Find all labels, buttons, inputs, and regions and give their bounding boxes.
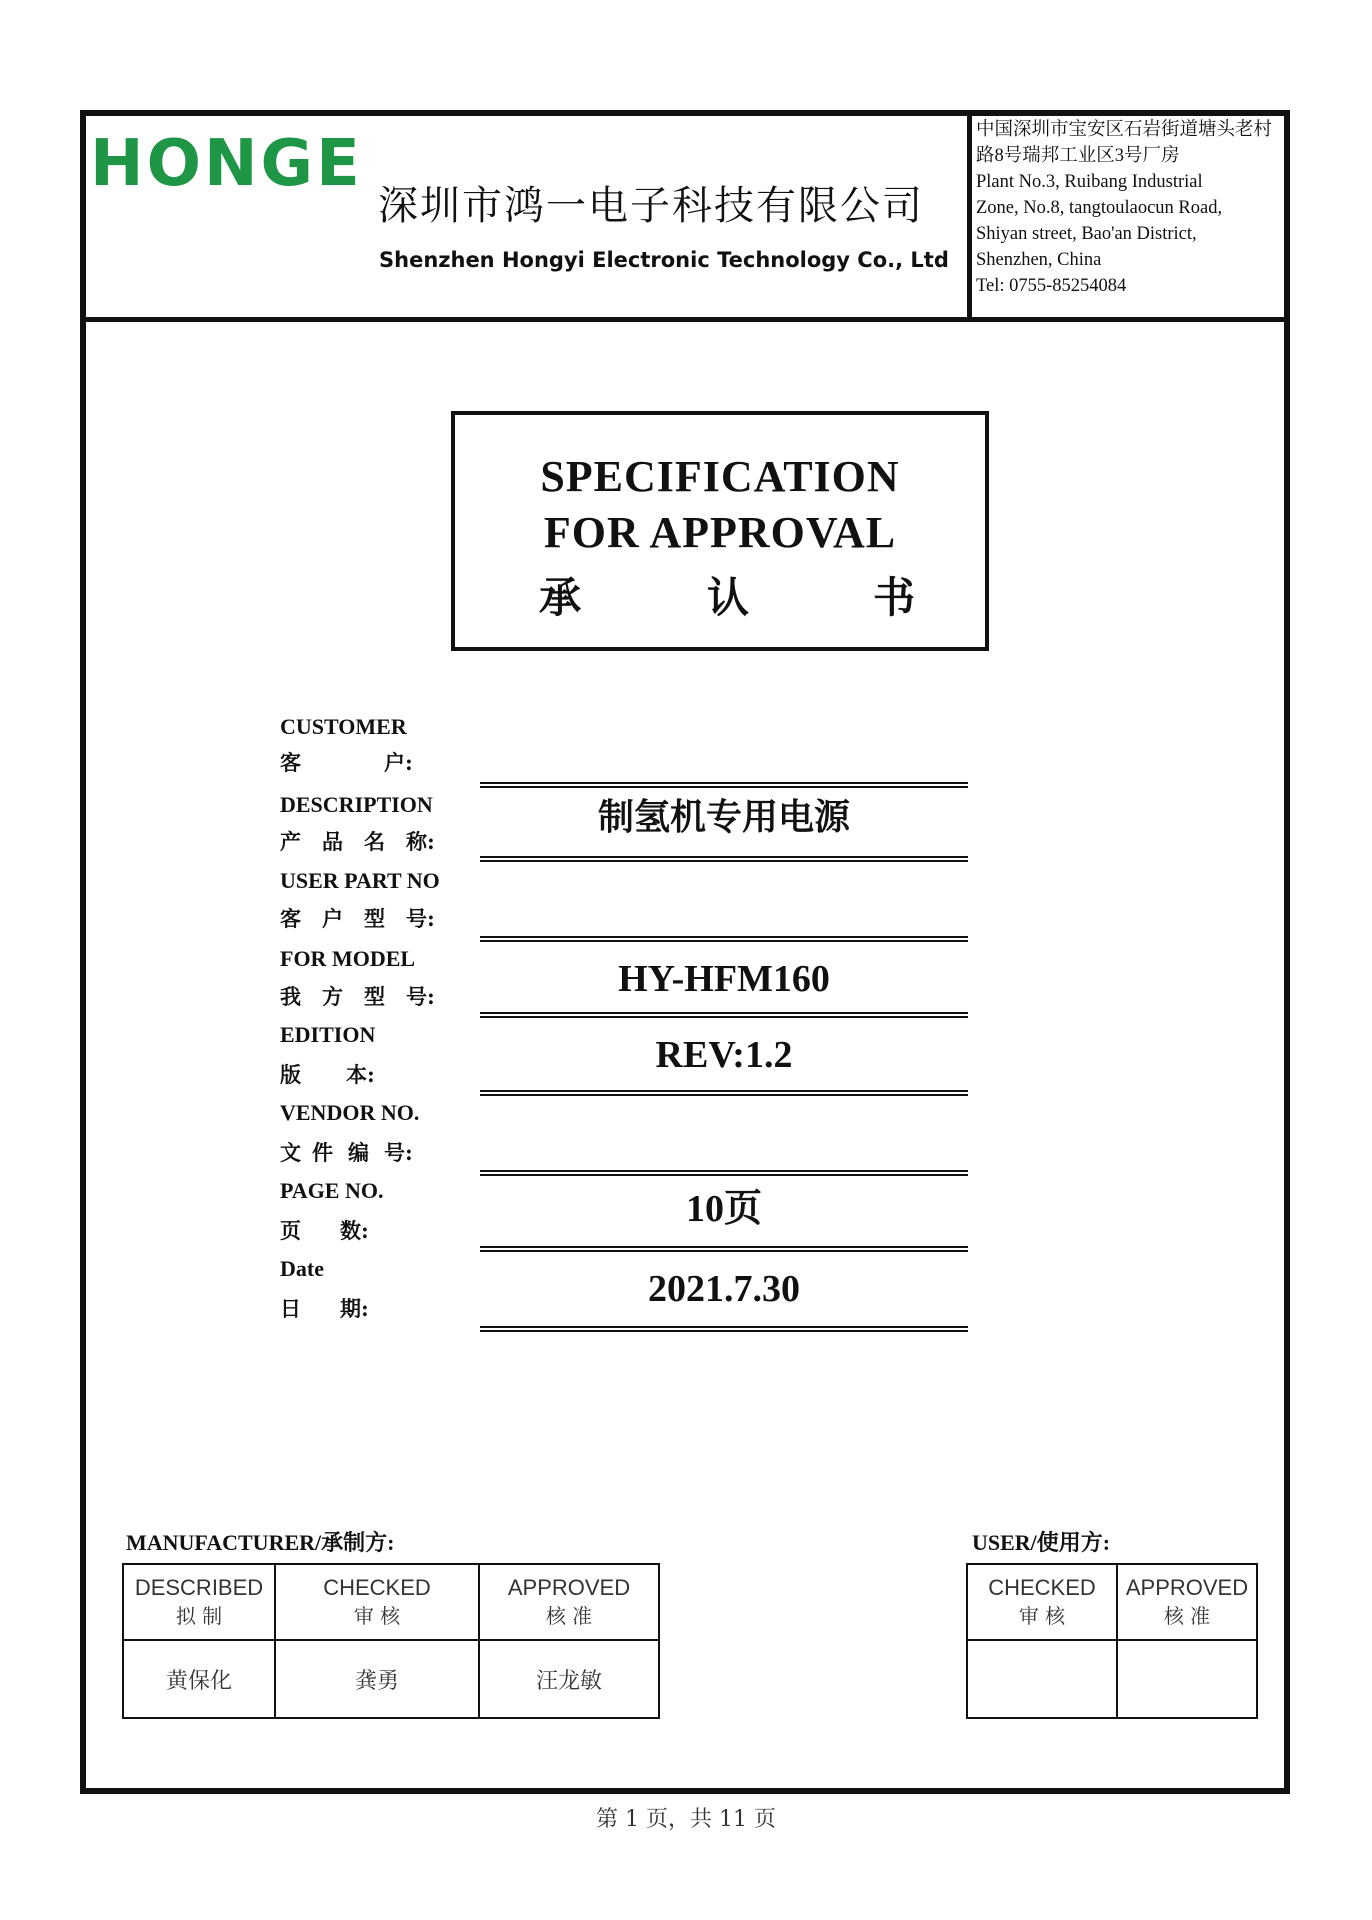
signatory-name: 黄保化: [165, 1668, 232, 1694]
field-label-cn: 页: [280, 1218, 301, 1243]
address-line: Plant No.3, Ruibang Industrial: [976, 172, 1203, 192]
field-line: [480, 936, 968, 942]
title-for-approval: FOR APPROVAL: [543, 508, 897, 557]
address-line: 中国深圳市宝安区石岩街道塘头老村: [976, 120, 1273, 140]
address-line: Shiyan street, Bao'an District,: [976, 224, 1197, 244]
address-divider: [967, 116, 972, 317]
letterhead: [86, 116, 1284, 322]
sig-header-en: APPROVED: [507, 1575, 631, 1600]
field-line: [480, 856, 968, 862]
sig-cell: [275, 1640, 479, 1718]
field-label-en: DESCRIPTION: [280, 792, 433, 817]
sig-cell: [967, 1640, 1117, 1718]
field-label-en: VENDOR NO.: [280, 1100, 420, 1125]
field-label-en: CUSTOMER: [280, 714, 407, 739]
field-label-en: USER PART NO: [280, 868, 440, 893]
sig-header-cell: [479, 1564, 659, 1640]
sig-cell: [123, 1640, 275, 1718]
field-label-cn: 我: [280, 984, 301, 1009]
user-title: USER/使用方:: [972, 1530, 1111, 1555]
field-value-date: 2021.7.30: [648, 1268, 800, 1310]
field-label-en: Date: [280, 1256, 324, 1281]
sig-header-cell: [123, 1564, 275, 1640]
field-label-cn: 称:: [406, 829, 435, 854]
sig-header-en: CHECKED: [323, 1575, 431, 1600]
field-line: [480, 1326, 968, 1332]
field-label-cn: 文: [280, 1140, 301, 1165]
field-label-cn: 期:: [340, 1296, 369, 1321]
title-box: [451, 411, 989, 651]
sig-header-cell: [967, 1564, 1117, 1640]
address-line: Zone, No.8, tangtoulaocun Road,: [976, 198, 1223, 218]
field-label-cn: 品: [322, 829, 343, 854]
field-label-cn: 数:: [340, 1218, 369, 1243]
title-cn: [455, 561, 985, 622]
company-address: [976, 117, 1286, 299]
address-line: Shenzhen, China: [976, 250, 1102, 270]
company-logo: HONGE: [90, 127, 363, 201]
table-row: [967, 1640, 1257, 1718]
sig-header-en: CHECKED: [988, 1575, 1096, 1600]
field-line: [480, 1246, 968, 1252]
field-label-cn: 版: [280, 1062, 301, 1087]
sig-header-cn: 审 核: [1018, 1604, 1066, 1628]
field-line: [480, 1090, 968, 1096]
sig-header-cn: 核 准: [545, 1604, 593, 1628]
sig-header-cell: [275, 1564, 479, 1640]
sig-cell: [1117, 1640, 1257, 1718]
user-signature-table: [966, 1563, 1258, 1719]
title-specification: SPECIFICATION: [540, 452, 900, 501]
field-label-cn: 号:: [406, 906, 435, 931]
sig-header-cell: [1117, 1564, 1257, 1640]
title-cn-char: 认: [707, 573, 750, 622]
field-label-cn: 号:: [406, 984, 435, 1009]
field-label-cn: 产: [280, 829, 301, 854]
title-cn-char: 承: [539, 573, 582, 622]
field-label-cn: 方: [322, 984, 343, 1009]
signatory-name: 龚勇: [354, 1668, 399, 1694]
field-label-cn: 户:: [384, 750, 413, 775]
company-name-en: Shenzhen Hongyi Electronic Technology Co., Ltd: [379, 248, 949, 272]
field-label-cn: 客: [280, 750, 301, 775]
field-value-edition: REV:1.2: [655, 1034, 793, 1076]
sig-header-en: DESCRIBED: [134, 1575, 264, 1600]
field-label-en: FOR MODEL: [280, 946, 416, 971]
table-row: [123, 1640, 659, 1718]
address-line: Tel: 0755-85254084: [976, 276, 1127, 296]
field-line: [480, 782, 968, 788]
manufacturer-title: MANUFACTURER/承制方:: [126, 1530, 395, 1555]
field-label-cn: 本:: [346, 1062, 375, 1087]
field-label-en: PAGE NO.: [280, 1178, 384, 1203]
field-value-page-no: 10页: [685, 1188, 762, 1230]
field-line: [480, 1170, 968, 1176]
field-label-en: EDITION: [280, 1022, 376, 1047]
sig-header-cn: 拟 制: [175, 1604, 223, 1628]
title-cn-char: 书: [873, 573, 916, 622]
signatory-name: 汪龙敏: [535, 1668, 602, 1694]
table-row: [967, 1564, 1257, 1640]
field-value-description: 制氢机专用电源: [597, 797, 850, 838]
field-label-cn: 编: [348, 1140, 369, 1165]
field-label-cn: 号:: [384, 1140, 413, 1165]
field-label-cn: 名: [364, 829, 385, 854]
field-label-cn: 型: [364, 906, 385, 931]
field-label-cn: 型: [364, 984, 385, 1009]
company-name-cn: 深圳市鸿一电子科技有限公司: [378, 183, 924, 229]
field-line: [480, 1012, 968, 1018]
field-label-cn: 客: [280, 906, 301, 931]
sig-header-en: APPROVED: [1125, 1575, 1249, 1600]
sig-header-cn: 审 核: [353, 1604, 401, 1628]
field-label-cn: 件: [312, 1140, 333, 1165]
field-label-cn: 户: [322, 906, 343, 931]
sig-header-cn: 核 准: [1163, 1604, 1211, 1628]
address-line: 路8号瑞邦工业区3号厂房: [976, 146, 1180, 166]
manufacturer-signature-table: [122, 1563, 660, 1719]
field-value-model: HY-HFM160: [618, 958, 830, 1000]
field-label-cn: 日: [280, 1296, 301, 1321]
sig-cell: [479, 1640, 659, 1718]
page-footer: 第 1 页，共 11 页: [596, 1807, 776, 1832]
table-row: [123, 1564, 659, 1640]
